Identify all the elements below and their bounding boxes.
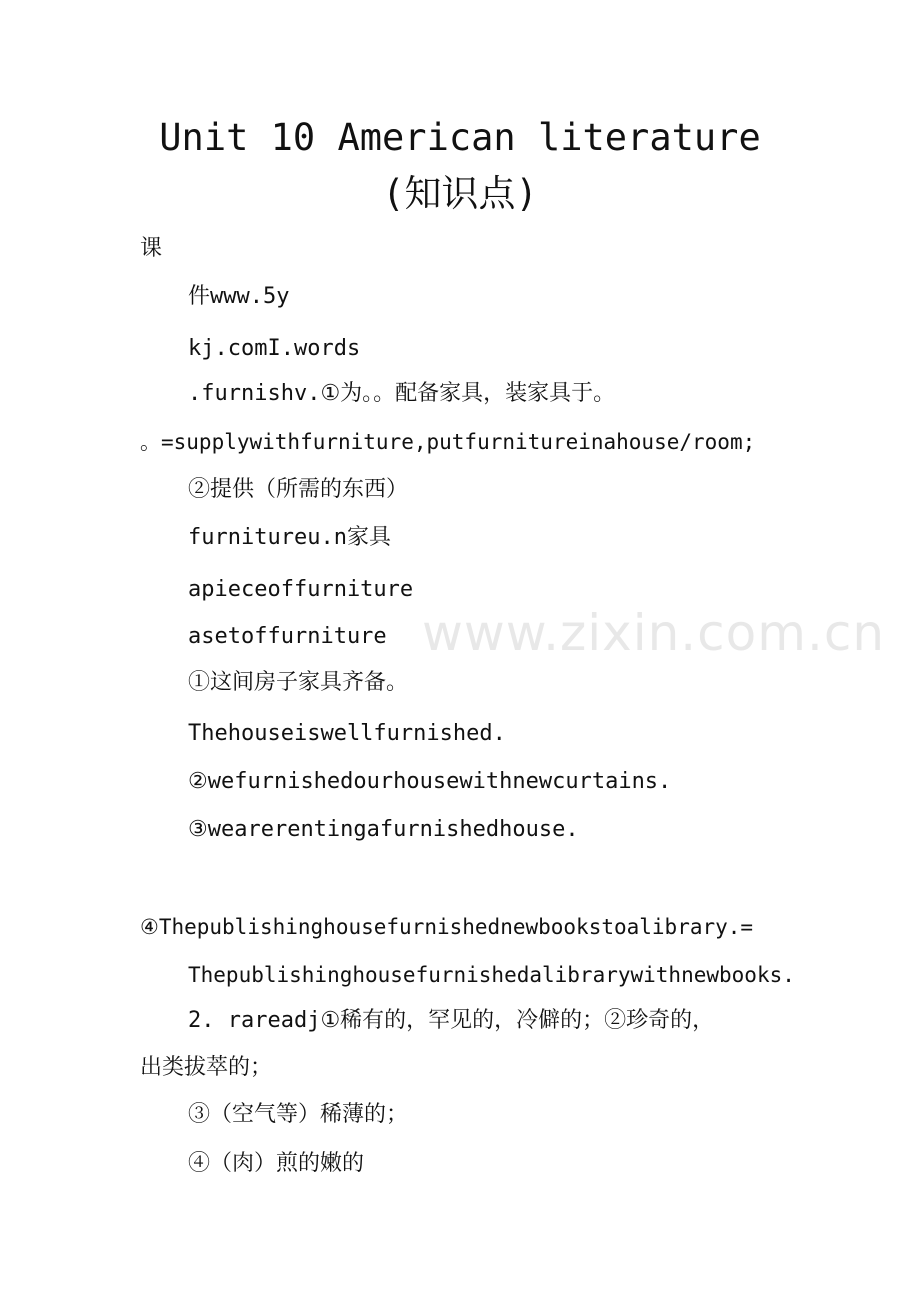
text-line: ①这间房子家具齐备。 — [188, 670, 409, 695]
text-line: Thehouseiswellfurnished. — [188, 721, 506, 746]
text-line: asetoffurniture — [188, 624, 387, 649]
text-line: ④Thepublishinghousefurnishednewbookstoalibrary.= — [140, 915, 754, 939]
text-line: ④（肉）煎的嫩的 — [188, 1151, 365, 1176]
watermark: www.zixin.com.cn — [422, 604, 886, 662]
document-title: Unit 10 American literature (知识点) — [159, 116, 761, 215]
text-line: apieceoffurniture — [188, 577, 414, 602]
text-line: ③wearerentingafurnishedhouse. — [188, 817, 579, 842]
text-line: 。=supplywithfurniture,putfurnitureinahouse/room; — [140, 430, 756, 454]
text-line: 出类拔萃的； — [140, 1055, 273, 1080]
text-line: furnitureu.n家具 — [188, 525, 391, 550]
text-line: ②wefurnishedourhousewithnewcurtains. — [188, 769, 672, 794]
text-line: Thepublishinghousefurnishedalibrarywithnewbooks. — [188, 963, 795, 987]
text-line: ②提供（所需的东西） — [188, 477, 409, 502]
text-line: ③（空气等）稀薄的； — [188, 1102, 409, 1127]
text-line: 件www.5y — [188, 284, 290, 309]
text-line: kj.comI.words — [188, 336, 361, 361]
text-line: .furnishv.①为。。配备家具，装家具于。 — [188, 381, 616, 406]
text-line: 课 — [140, 236, 163, 261]
text-line: 2. rareadj①稀有的，罕见的，冷僻的；②珍奇的， — [188, 1008, 715, 1033]
